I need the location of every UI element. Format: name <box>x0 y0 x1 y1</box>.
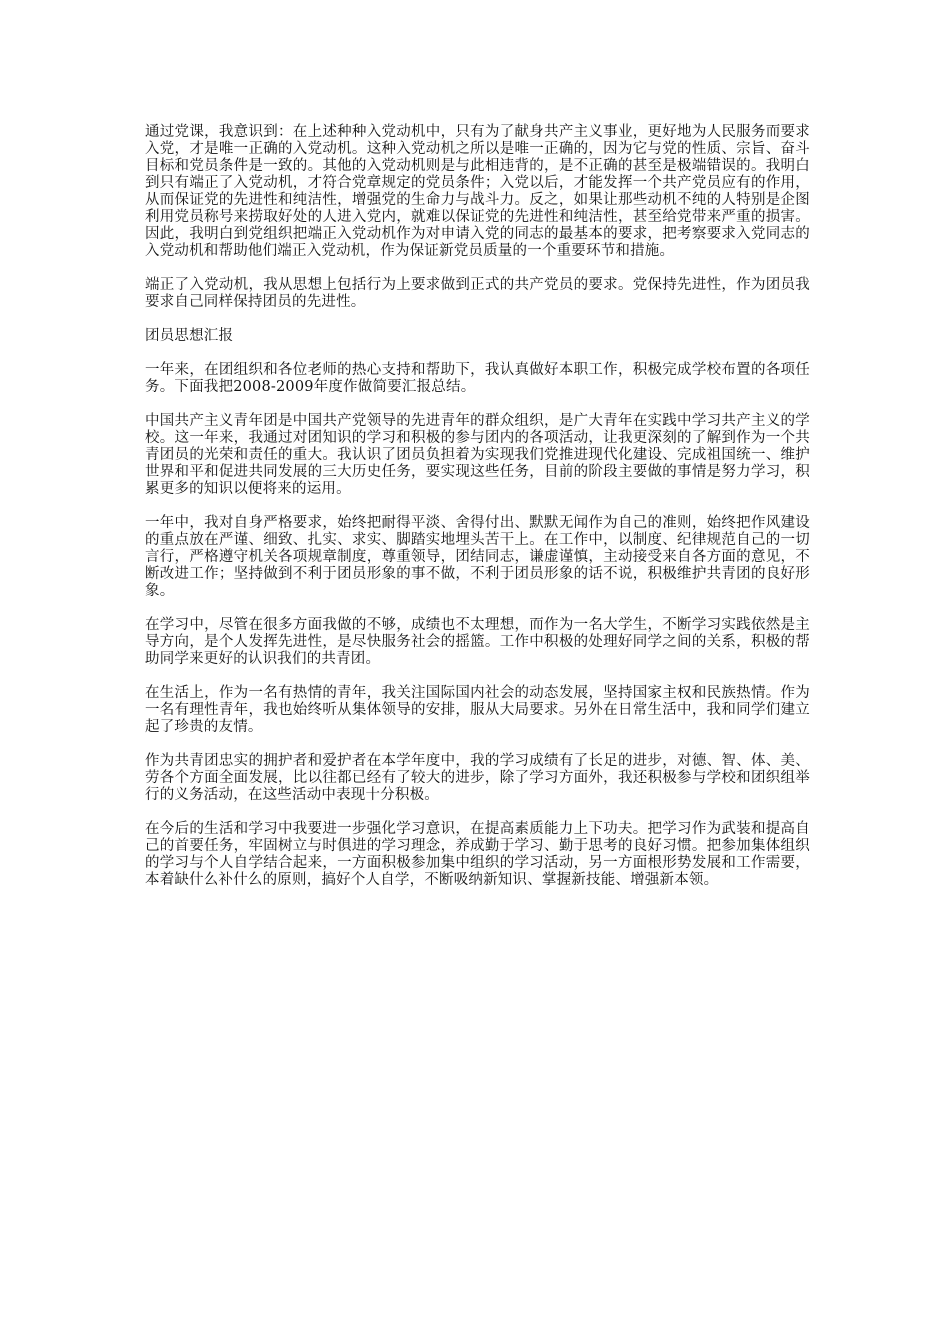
paragraph-party-motivation: 通过党课，我意识到：在上述种种入党动机中，只有为了献身共产主义事业，更好地为人民服务而要求入党，才是唯一正确的入党动机。这种入党动机之所以是唯一正确的，因为它与党的性质、宗旨、奋斗目标和党员条件是一致的。其他的入党动机则是与此相违背的，是不正确的甚至是极端错误的。我明白到只有端正了入党动机，才符合党章规定的党员条件；入党以后，才能发挥一个共产党员应有的作用，从而保证党的先进性和纯洁性，增强党的生命力与战斗力。反之，如果让那些动机不纯的人特别是企图利用党员称号来捞取好处的人进入党内，就难以保证党的先进性和纯洁性，甚至给党带来严重的损害。因此，我明白到党组织把端正入党动机作为对申请入党的同志的最基本的要求，把考察要求入党同志的入党动机和帮助他们端正入党动机，作为保证新党员质量的一个重要环节和措施。 <box>145 124 810 259</box>
paragraph-future-plan: 在今后的生活和学习中我要进一步强化学习意识，在提高素质能力上下功夫。把学习作为武装和提高自己的首要任务，牢固树立与时俱进的学习理念，养成勤于学习、勤于思考的良好习惯。把参加集体组织的学习与个人自学结合起来，一方面积极参加集中组织的学习活动，另一方面根形势发展和工作需要，本着缺什么补什么的原则，搞好个人自学，不断吸纳新知识、掌握新技能、增强新本领。 <box>145 821 810 888</box>
paragraph-correct-motivation: 端正了入党动机，我从思想上包括行为上要求做到正式的共产党员的要求。党保持先进性，作为团员我要求自己同样保持团员的先进性。 <box>145 277 810 310</box>
paragraph-progress: 作为共青团忠实的拥护者和爱护者在本学年度中，我的学习成绩有了长足的进步，对德、智、体、美、劳各个方面全面发展，比以往都已经有了较大的进步，除了学习方面外，我还积极参与学校和团织组举行的义务活动，在这些活动中表现十分积极。 <box>145 753 810 803</box>
paragraph-life: 在生活上，作为一名有热情的青年，我关注国际国内社会的动态发展，坚持国家主权和民族热情。作为一名有理性青年，我也始终听从集体领导的安排，服从大局要求。另外在日常生活中，我和同学们建立起了珍贵的友情。 <box>145 685 810 735</box>
paragraph-self-discipline: 一年中，我对自身严格要求，始终把耐得平淡、舍得付出、默默无闻作为自己的准则，始终把作风建设的重点放在严谨、细致、扎实、求实、脚踏实地埋头苦干上。在工作中，以制度、纪律规范自己的一切言行，严格遵守机关各项规章制度，尊重领导，团结同志，谦虚谨慎，主动接受来自各方面的意见，不断改进工作；坚持做到不利于团员形象的事不做，不利于团员形象的话不说，积极维护共青团的良好形象。 <box>145 515 810 599</box>
paragraph-league-intro: 中国共产主义青年团是中国共产党领导的先进青年的群众组织，是广大青年在实践中学习共产主义的学校。这一年来，我通过对团知识的学习和积极的参与团内的各项活动，让我更深刻的了解到作为一个共青团员的光荣和责任的重大。我认识了团员负担着为实现我们党推进现代化建设、完成祖国统一、维护世界和平和促进共同发展的三大历史任务，要实现这些任务，目前的阶段主要做的事情是努力学习，积累更多的知识以便将来的运用。 <box>145 413 810 497</box>
paragraph-year-summary: 一年来，在团组织和各位老师的热心支持和帮助下，我认真做好本职工作，积极完成学校布置的各项任务。下面我把2008-2009年度作做简要汇报总结。 <box>145 362 810 395</box>
document-body <box>145 124 810 906</box>
paragraph-study: 在学习中，尽管在很多方面我做的不够，成绩也不太理想，而作为一名大学生，不断学习实践依然是主导方向，是个人发挥先进性，是尽快服务社会的摇篮。工作中积极的处理好同学之间的关系，积极的帮助同学来更好的认识我们的共青团。 <box>145 617 810 667</box>
section-heading: 团员思想汇报 <box>145 328 234 344</box>
